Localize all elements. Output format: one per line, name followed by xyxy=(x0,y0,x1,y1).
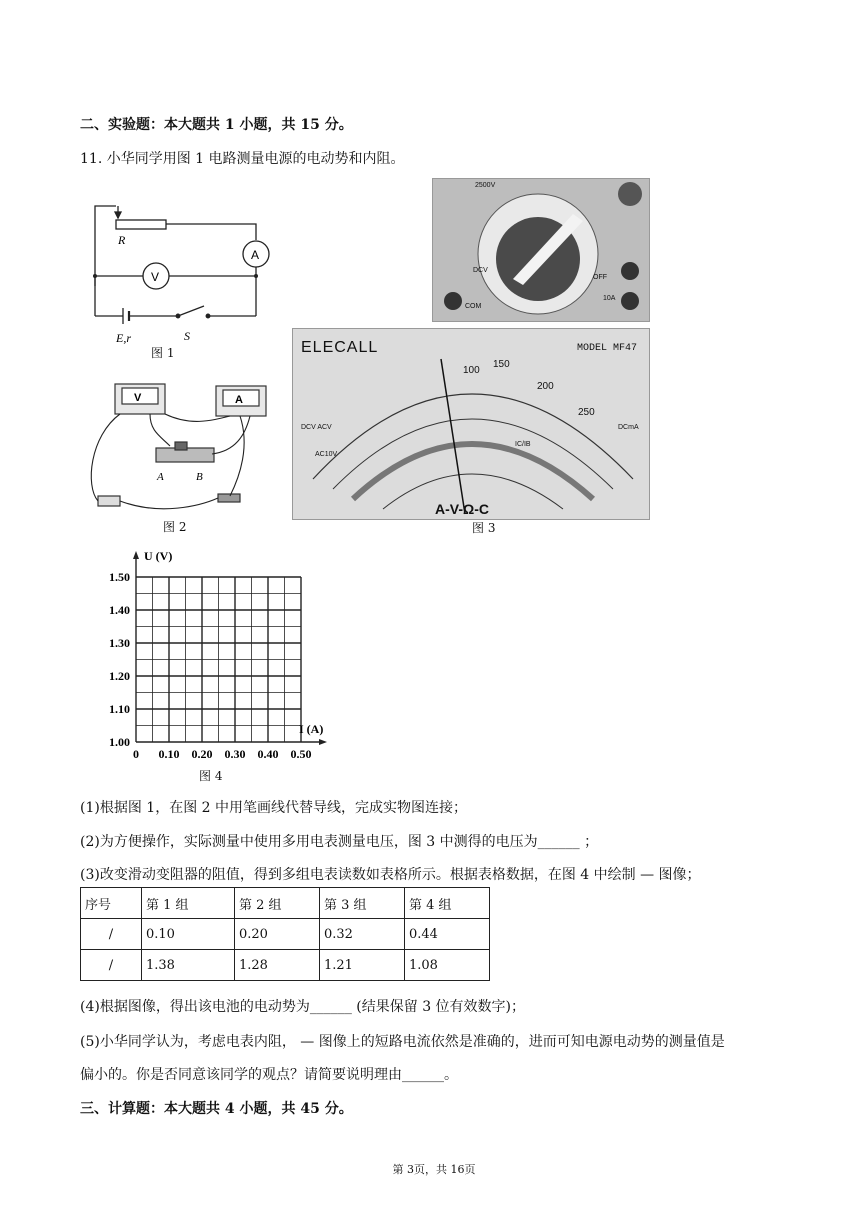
question-part-4: (4)根据图像，得出该电池的电动势为______ (结果保留 3 位有效数字)； xyxy=(80,999,526,1015)
y-tick-label: 1.10 xyxy=(109,702,130,716)
selector-label-dcv: DCV xyxy=(473,267,488,274)
table-cell: 0.10 xyxy=(142,919,235,950)
table-cell: 1.28 xyxy=(235,950,320,981)
rheostat-end-B: B xyxy=(196,471,203,483)
y-tick-label: 1.40 xyxy=(109,603,130,617)
data-table xyxy=(80,887,490,981)
apparatus-drawing xyxy=(80,376,280,516)
selector-label-10A: 10A xyxy=(603,295,616,302)
table-header-cell: 第 4 组 xyxy=(405,888,490,919)
table-cell: / xyxy=(81,950,142,981)
table-header-cell: 第 1 组 xyxy=(142,888,235,919)
x-axis-arrow xyxy=(319,739,327,745)
table-cell: / xyxy=(81,919,142,950)
label-S: S xyxy=(184,329,190,343)
voltmeter-label: V xyxy=(134,392,142,404)
table-cell: 1.38 xyxy=(142,950,235,981)
circuit-diagram xyxy=(88,196,273,361)
multimeter-model: MODEL MF47 xyxy=(577,343,638,354)
selector-label-com: COM xyxy=(465,303,482,310)
y-tick-label: 1.50 xyxy=(109,570,130,584)
table-row xyxy=(81,919,490,950)
figure-2-caption: 图 2 xyxy=(163,520,187,534)
question-part-5: (5)小华同学认为，考虑电表内阻， — 图像上的短路电流依然是准确的，进而可知电源电动势的测量值是 xyxy=(80,1034,725,1050)
figure-1 xyxy=(88,196,273,361)
table-cell: 1.21 xyxy=(320,950,405,981)
rheostat-end-A: A xyxy=(157,471,164,483)
x-tick-label: 0.40 xyxy=(257,747,279,761)
x-tick-label: 0 xyxy=(133,747,139,761)
ammeter-label: A xyxy=(235,394,243,406)
selector-label-off: OFF xyxy=(593,274,607,281)
x-axis-label: I (A) xyxy=(299,722,324,736)
table-cell: 1.08 xyxy=(405,950,490,981)
selector-label-2500V: 2500V xyxy=(475,182,496,189)
multimeter-dial-photo xyxy=(292,328,650,520)
multimeter-face-label: A-V-Ω-C xyxy=(435,501,489,517)
y-tick-label: 1.20 xyxy=(109,669,130,683)
table-header-cell: 第 2 组 xyxy=(235,888,320,919)
figure-1-caption: 图 1 xyxy=(151,346,175,360)
dcma-label: DCmA xyxy=(618,424,639,431)
y-axis-arrow xyxy=(133,551,139,559)
question-part-5-continued: 偏小的。你是否同意该同学的观点？请简要说明理由______。 xyxy=(80,1067,458,1083)
scale-mid-250: 250 xyxy=(578,407,595,418)
ac10v-label: AC10V xyxy=(315,451,338,458)
label-Er: E,r xyxy=(116,331,131,345)
table-header-row xyxy=(81,888,490,919)
table-header-cell: 第 3 组 xyxy=(320,888,405,919)
scale-mid-200: 200 xyxy=(537,381,554,392)
question-part-2: (2)为方便操作，实际测量中使用多用电表测量电压，图 3 中测得的电压为______ ； xyxy=(80,834,599,850)
y-tick-label: 1.00 xyxy=(109,735,130,749)
table-row xyxy=(81,950,490,981)
x-tick-label: 0.50 xyxy=(290,747,312,761)
table-header-cell: 序号 xyxy=(81,888,142,919)
u-i-grid xyxy=(96,546,346,774)
figure-4-caption: 图 4 xyxy=(199,769,223,783)
question-part-1: (1)根据图 1，在图 2 中用笔画线代替导线，完成实物图连接； xyxy=(80,800,467,816)
section-heading-experiment: 二、实验题：本大题共 1 小题，共 15 分。 xyxy=(80,117,353,133)
ammeter-label: A xyxy=(251,248,260,262)
page-footer: 第 3页，共 16页 xyxy=(392,1163,476,1176)
table-cell: 0.20 xyxy=(235,919,320,950)
scale-mid-100: 100 xyxy=(463,365,480,376)
figure-2 xyxy=(80,376,280,516)
label-R: R xyxy=(118,233,126,247)
scale-mid-150: 150 xyxy=(493,359,510,370)
x-tick-label: 0.20 xyxy=(191,747,213,761)
x-tick-label: 0.30 xyxy=(224,747,246,761)
dcv-acv-label: DCV ACV xyxy=(301,424,332,431)
y-tick-label: 1.30 xyxy=(109,636,130,650)
multimeter-selector-photo xyxy=(432,178,650,322)
x-tick-label: 0.10 xyxy=(158,747,180,761)
question-part-3: (3)改变滑动变阻器的阻值，得到多组电表读数如表格所示。根据表格数据，在图 4 中绘制 — 图像； xyxy=(80,867,701,883)
y-axis-label: U (V) xyxy=(144,549,173,563)
ic-ib-label: IC/IB xyxy=(515,441,531,448)
table-cell: 0.44 xyxy=(405,919,490,950)
voltmeter-label: V xyxy=(151,270,160,284)
section-heading-calc: 三、计算题：本大题共 4 小题，共 45 分。 xyxy=(80,1101,353,1117)
table-cell: 0.32 xyxy=(320,919,405,950)
figure-4 xyxy=(96,546,346,774)
figure-3-caption: 图 3 xyxy=(472,521,496,535)
multimeter-brand: ELECALL xyxy=(301,339,379,356)
question-intro: 11. 小华同学用图 1 电路测量电源的电动势和内阻。 xyxy=(80,151,405,167)
